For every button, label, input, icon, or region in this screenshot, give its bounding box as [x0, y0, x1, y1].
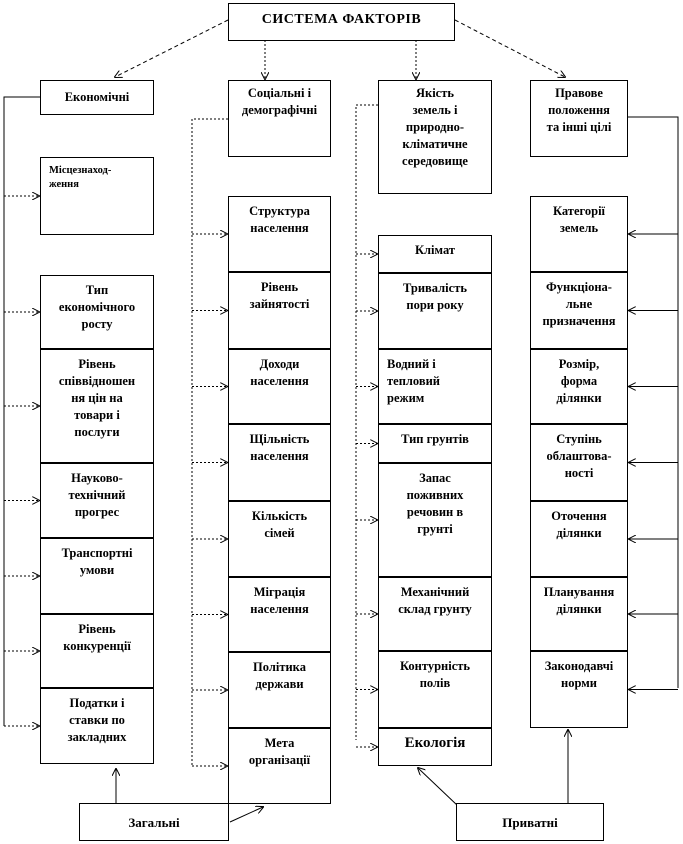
land-factor-box: Тривалість пори року [378, 273, 492, 349]
economic-factor-box: Науково- технічний прогрес [40, 463, 154, 538]
land-factor-box: Тип грунтів [378, 424, 492, 463]
economic-factor-box: Транспортні умови [40, 538, 154, 614]
arrow-title-economic [115, 20, 228, 77]
general-factors-label: Загальні [79, 803, 229, 841]
legal-factor-box: Категорії земель [530, 196, 628, 272]
social-factor-box: Доходи населення [228, 349, 331, 424]
social-factor-box: Щільність населення [228, 424, 331, 501]
social-factor-box: Політика держави [228, 652, 331, 728]
economic-factor-box: Рівень співвідношен ня цін на товари і послуги [40, 349, 154, 463]
category-economic: Економічні [40, 80, 154, 115]
social-factor-box: Структура населення [228, 196, 331, 272]
legal-factor-box: Планування ділянки [530, 577, 628, 651]
economic-factor-box: Місцезнаход- ження [40, 157, 154, 235]
economic-factor-box: Податки і ставки по закладних [40, 688, 154, 764]
economic-spine [4, 97, 40, 726]
economic-factor-box: Рівень конкуренції [40, 614, 154, 688]
legal-factor-box: Розмір, форма ділянки [530, 349, 628, 424]
legal-factor-box: Ступінь облаштова- ності [530, 424, 628, 501]
arrow-specific-ecology [418, 768, 458, 806]
social-factor-box: Кількість сімей [228, 501, 331, 577]
land-factor-box: Клімат [378, 235, 492, 273]
social-factor-box: Міграція населення [228, 577, 331, 652]
social-factor-box: Мета організації [228, 728, 331, 804]
legal-factor-box: Оточення ділянки [530, 501, 628, 577]
category-social: Соціальні і демографічні [228, 80, 331, 157]
arrow-general-social [230, 807, 263, 822]
category-legal: Правове положення та інші цілі [530, 80, 628, 157]
legal-spine [628, 117, 678, 688]
land-factor-box: Контурність полів [378, 651, 492, 728]
category-land: Якість земель і природно- кліматичне середовище [378, 80, 492, 194]
economic-factor-box: Тип економічного росту [40, 275, 154, 349]
social-spine [192, 119, 228, 765]
land-factor-box: Запас поживних речовин в грунті [378, 463, 492, 577]
legal-factor-box: Законодавчі норми [530, 651, 628, 728]
diagram-title: СИСТЕМА ФАКТОРІВ [228, 3, 455, 41]
land-factor-box: Водний і тепловий режим [378, 349, 492, 424]
specific-factors-label: Приватні [456, 803, 604, 841]
land-factor-box: Екологія [378, 728, 492, 766]
arrow-title-legal [455, 20, 565, 77]
legal-factor-box: Функціона- льне призначення [530, 272, 628, 349]
social-factor-box: Рівень зайнятості [228, 272, 331, 349]
land-factor-box: Механічний склад грунту [378, 577, 492, 651]
land-spine [356, 105, 378, 740]
